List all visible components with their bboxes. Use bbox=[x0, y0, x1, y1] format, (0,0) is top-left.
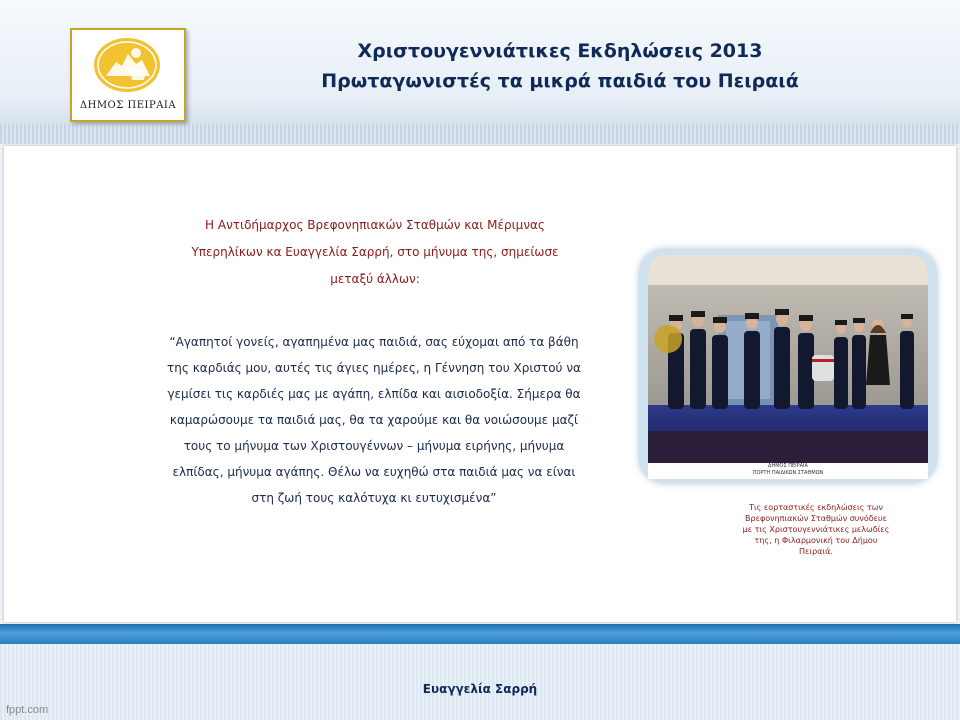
page-title-line1: Χριστουγεννιάτικες Εκδηλώσεις 2013 bbox=[357, 40, 763, 62]
watermark: fppt.com bbox=[6, 704, 49, 716]
caption-line: Βρεφονηπιακών Σταθμών συνόδευε bbox=[745, 514, 887, 523]
header-stripe bbox=[0, 124, 960, 144]
intro-line: Υπερηλίκων κα Ευαγγελία Σαρρή, στο μήνυμα της, σημείωσε bbox=[191, 245, 559, 259]
page-title-line2: Πρωταγωνιστές τα μικρά παιδιά του Πειραιά bbox=[321, 70, 799, 92]
piraeus-emblem-icon bbox=[92, 36, 162, 94]
intro-line: μεταξύ άλλων: bbox=[330, 272, 420, 286]
quote-text bbox=[138, 329, 610, 511]
photo-caption-strip bbox=[648, 463, 928, 479]
quote-line: “Αγαπητοί γονείς, αγαπημένα μας παιδιά, σας εύχομαι από τα βάθη bbox=[169, 335, 579, 349]
quote-line: τους το μήνυμα των Χριστουγέννων – μήνυμα ειρήνης, μήνυμα bbox=[183, 439, 565, 453]
bottom-band bbox=[0, 624, 960, 644]
quote-line: στη ζωή τους καλότυχα κι ευτυχισμένα” bbox=[251, 491, 497, 505]
caption-line: Τις εορταστικές εκδηλώσεις των bbox=[749, 503, 883, 512]
caption-line: με τις Χριστουγεννιάτικες μελωδίες bbox=[742, 525, 890, 534]
intro-text bbox=[150, 212, 600, 293]
band-performance-photo bbox=[648, 255, 928, 463]
photo-strip-line: ΔΗΜΟΣ ΠΕΙΡΑΙΑ bbox=[768, 463, 808, 469]
quote-line: καμαρώσουμε τα παιδιά μας, θα τα χαρούμε και θα νοιώσουμε μαζί bbox=[169, 413, 579, 427]
intro-line: Η Αντιδήμαρχος Βρεφονηπιακών Σταθμών και Μέριμνας bbox=[205, 218, 545, 232]
quote-line: ελπίδας, μήνυμα αγάπης. Θέλω να ευχηθώ στα παιδιά μας να είναι bbox=[172, 465, 576, 479]
quote-line: της καρδιάς μου, αυτές τις άγιες ημέρες, η Γέννηση του Χριστού να bbox=[167, 361, 581, 375]
logo-text: ΔΗΜΟΣ ΠΕΙΡΑΙΑ bbox=[79, 100, 177, 111]
caption-line: της, η Φιλαρμονική του Δήμου bbox=[754, 536, 878, 545]
photo-strip-line: ΠΟΡΤΗ ΠΑΙΔΙΚΩΝ ΣΤΑΘΜΩΝ bbox=[752, 470, 824, 476]
caption-line: Πειραιά. bbox=[799, 547, 833, 556]
photo-caption bbox=[718, 502, 914, 557]
municipality-logo bbox=[70, 28, 186, 122]
footer-author-name: Ευαγγελία Σαρρή bbox=[422, 682, 538, 696]
quote-line: γεμίσει τις καρδιές μας με αγάπη, ελπίδα και αισιοδοξία. Σήμερα θα bbox=[167, 387, 581, 401]
photo-frame bbox=[640, 250, 936, 482]
